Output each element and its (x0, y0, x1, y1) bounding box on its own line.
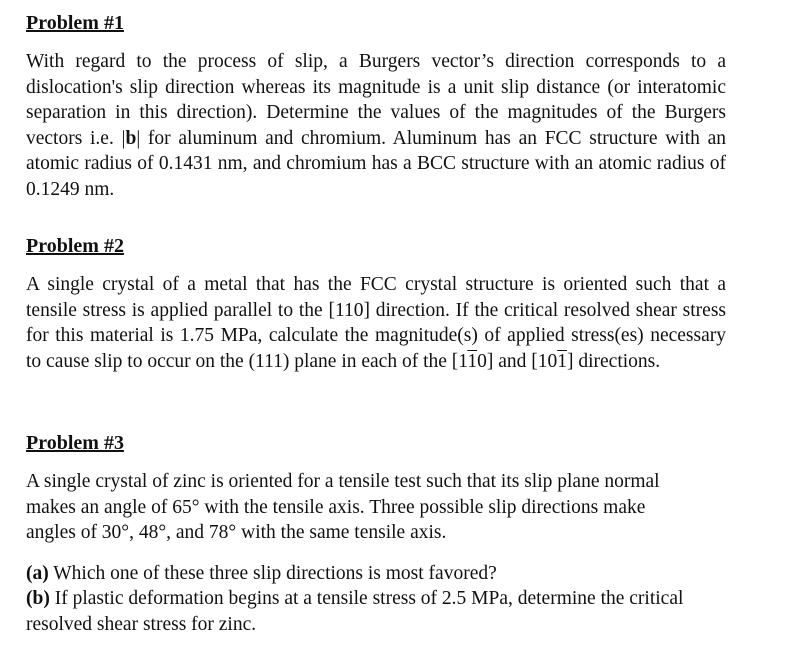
problem-1-text (26, 49, 726, 203)
direction-2-bar-digit: 1 (557, 350, 567, 372)
burgers-vector-symbol: b (125, 127, 137, 149)
problem-2-text-mid: and (493, 350, 532, 372)
direction-1-suffix: 0] (477, 350, 494, 372)
problem-2-text-end: directions. (573, 350, 661, 372)
problem-3-text: A single crystal of zinc is oriented for a tensile test such that its slip plane normal makes an angle of 65° with the tensile axis. Three possible slip directions make angles of 30°, 48°, and 78° with the same tensile axis. (26, 471, 660, 544)
problem-2-text-pre: A single crystal of a metal that has the FCC crystal structure is oriented such that a tensile stress is applied parallel to the [110] direction. If the critical resolved shear stress for this material is 1.75 MPa, calculate the magnitude(s) of applied stress(es) necessary to cause slip to occur on the (111) plane in each of the (26, 274, 726, 372)
problem-1-text-pre: With regard to the process of slip, a Burgers vector’s direction corresponds to a dislocation's slip direction whereas its magnitude is a unit slip distance (or interatomic separation in this direction). Determine the values of the magnitudes of the Burgers vectors i.e. | (26, 51, 726, 149)
problem-1 (26, 10, 726, 203)
part-a-text: Which one of these three slip directions is most favored? (48, 562, 497, 584)
part-a-label: (a) (26, 562, 49, 584)
problem-1-title: Problem #1 (26, 12, 124, 34)
direction-2-suffix: ] (566, 350, 574, 372)
part-b-text: If plastic deformation begins at a tensile stress of 2.5 MPa, determine the critical resolved shear stress for zinc. (26, 588, 684, 635)
problem-3-part-a (26, 561, 726, 587)
direction-1-bar-digit: 1 (467, 350, 478, 372)
problem-3-title: Problem #3 (26, 432, 124, 454)
part-b-label: (b) (26, 588, 50, 610)
problem-2-title: Problem #2 (26, 235, 124, 257)
direction-1-prefix: [1 (451, 350, 468, 372)
problem-2 (26, 233, 726, 374)
direction-2-prefix: [10 (531, 350, 558, 372)
problem-3-part-b (26, 586, 706, 637)
problem-1-text-post: | for aluminum and chromium. Aluminum has an FCC structure with an atomic radius of 0.1431 nm, and chromium has a BCC structure with an atomic radius of 0.1249 nm. (26, 127, 726, 200)
problem-3 (26, 430, 726, 638)
problem-2-text (26, 272, 726, 374)
